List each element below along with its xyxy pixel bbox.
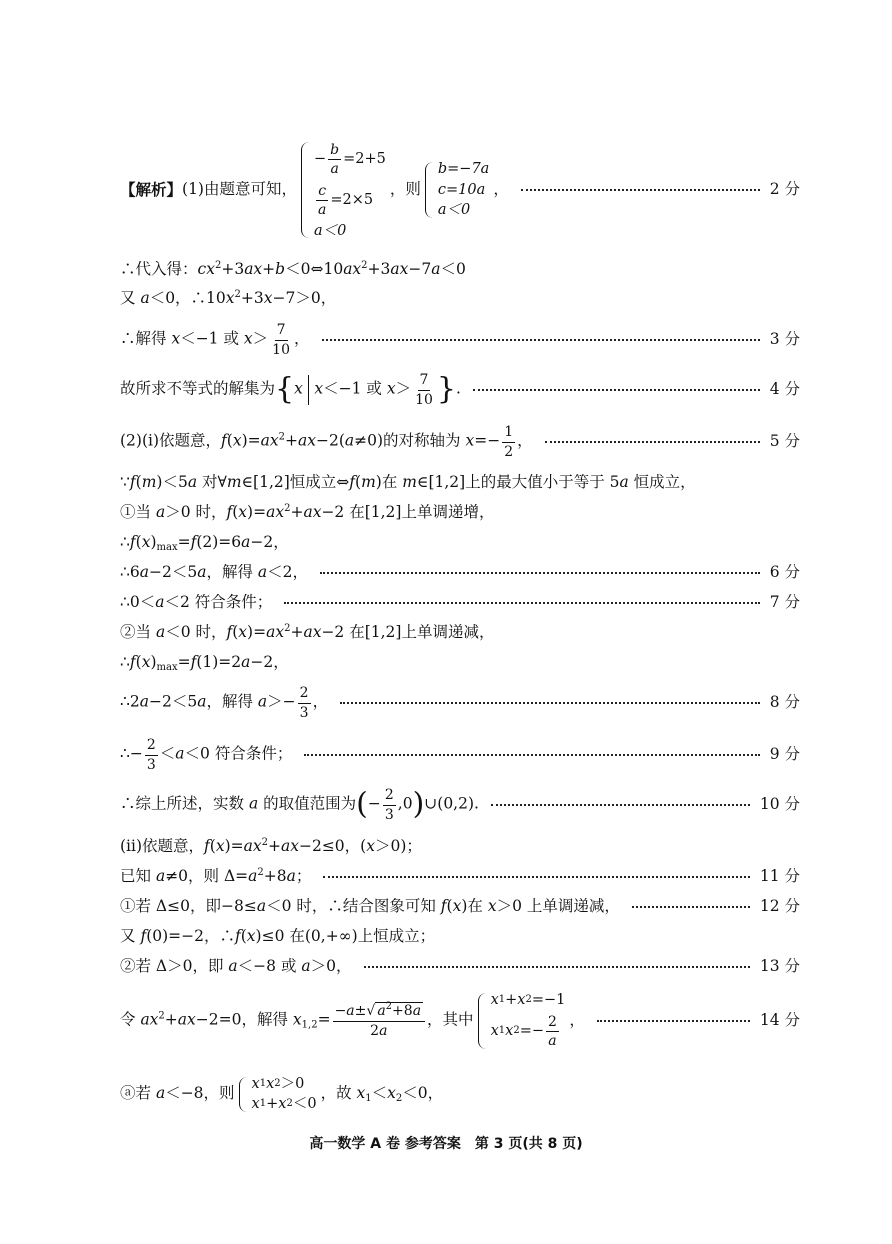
score-6: 6 分 [769, 563, 800, 582]
score-12: 12 分 [759, 897, 800, 916]
line-delta-positive: ②若 Δ＞0，即 a＜−8 或 a＞0， 13 分 [120, 957, 800, 976]
line-max-negative: $\therefore f(x)_{max}=f(1)=2a-2$， [120, 653, 289, 674]
score-9: 9 分 [769, 745, 800, 764]
line-substitute: ∴代入得：$cx^2+3ax+b<0\Leftrightarrow 10ax^2+3ax-7a<0$ [120, 260, 466, 279]
line-max-positive: $\therefore f(x)_{max}=f(2)=6a-2$， [120, 533, 289, 554]
line-a-negative: 又 a＜0，$\therefore 10x^2+3x-7>0$， [120, 289, 337, 308]
line-summary: ∴综上所述，实数 a 的取值范围为(− $\frac{2}{3}$ ,0)∪(0,2). 10 分 [120, 787, 800, 823]
score-13: 13 分 [759, 957, 800, 976]
line-range-positive: ∴0＜a＜2 符合条件； 7 分 [120, 593, 800, 612]
line-axis: (2)(ⅰ)依题意，$f(x)=ax^2+ax-2(a\ne 0)$的对称轴为 x=− $\frac{1}{2}$ ， 5 分 [120, 424, 800, 460]
line-solution-set: 故所求不等式的解集为{x x＜−1 或 x＞ $\frac{7}{10}$ }. 4 分 [120, 372, 800, 408]
coefficient-system: b=−7a c=10a a＜0 [425, 162, 489, 218]
score-8: 8 分 [769, 693, 800, 712]
line-solve-positive: ∴6a−2＜5a，解得 a＜2， 6 分 [120, 563, 800, 582]
line-part2: (ⅱ)依题意，$f(x)=ax^2+ax-2\le 0$，(x＞0)； [120, 837, 422, 856]
root-relation-system: x 1 + x 2 =−1 x 1 x 2 =− $\frac{2}{a}$ [478, 993, 566, 1049]
line-case-positive: ①当 a＞0 时，$f(x)=ax^2+ax-2$ 在[1,2]上单调递增， [120, 503, 495, 522]
score-14: 14 分 [759, 1011, 800, 1030]
score-3: 3 分 [769, 330, 800, 349]
line-case-a: ⓐ若 a＜−8，则 x 1 x 2 ＞0 x 1 + x 2 ＜0 ，故 $x_1<x_2<0$， [120, 1075, 444, 1112]
score-4: 4 分 [769, 380, 800, 399]
score-2: 2 分 [769, 180, 800, 199]
sign-system: x 1 x 2 ＞0 x 1 + x 2 ＜0 [239, 1077, 317, 1112]
line-f0: 又 f(0)=−2，∴f(x)≤0 在(0,+∞)上恒成立； [120, 927, 436, 946]
score-5: 5 分 [769, 432, 800, 451]
line-case-negative: ②当 a＜0 时，$f(x)=ax^2+ax-2$ 在[1,2]上单调递减， [120, 623, 495, 642]
line-delta: 已知 a≠0，则 $\Delta=a^2+8a$； 11 分 [120, 867, 800, 886]
score-10: 10 分 [759, 795, 800, 814]
score-7: 7 分 [769, 593, 800, 612]
line-analysis-intro: 【解析】 (1)由题意可知， − $\frac{b}{a}$ =2+5 $\frac{c}{a}$ =2×5 a＜0 ，则 b=−7a c=10a a＜0 ， 2 分 [120, 141, 800, 239]
line-roots: 令 $ax^2+ax-2=0$，解得 $x_{1,2}=$ $\frac{-a\pm√ a^2+8a}{2a}$ ，其中 x 1 + x 2 =−1 x 1 x 2 =− $\frac{2}{a}$ ， 14 分 [120, 992, 800, 1049]
analysis-label: 【解析】 [120, 180, 183, 200]
page-footer: 高一数学 A 卷 参考答案 第 3 页(共 8 页) [309, 1136, 583, 1152]
line-solve-negative: ∴2a−2＜5a，解得 a＞− $\frac{2}{3}$ ， 8 分 [120, 685, 800, 721]
line-solve-1: ∴解得 x＜−1 或 x＞ $\frac{7}{10}$ ， 3 分 [120, 322, 800, 358]
line-condition: ∵f(m)＜5a 对∀m∈[1,2]恒成立⇔f(m)在 m∈[1,2]上的最大值小于等于 5a 恒成立， [120, 473, 696, 492]
line-delta-nonpositive: ①若 Δ≤0，即−8≤a＜0 时，∴结合图象可知 f(x)在 x＞0 上单调递减， 12 分 [120, 897, 800, 916]
score-11: 11 分 [759, 867, 800, 886]
line-range-negative: ∴− $\frac{2}{3}$ ＜a＜0 符合条件； 9 分 [120, 737, 800, 773]
vieta-system: − $\frac{b}{a}$ =2+5 $\frac{c}{a}$ =2×5 a＜0 [301, 142, 386, 239]
then-label: ，则 [389, 180, 421, 199]
part1-intro: (1)由题意可知， [182, 180, 297, 199]
